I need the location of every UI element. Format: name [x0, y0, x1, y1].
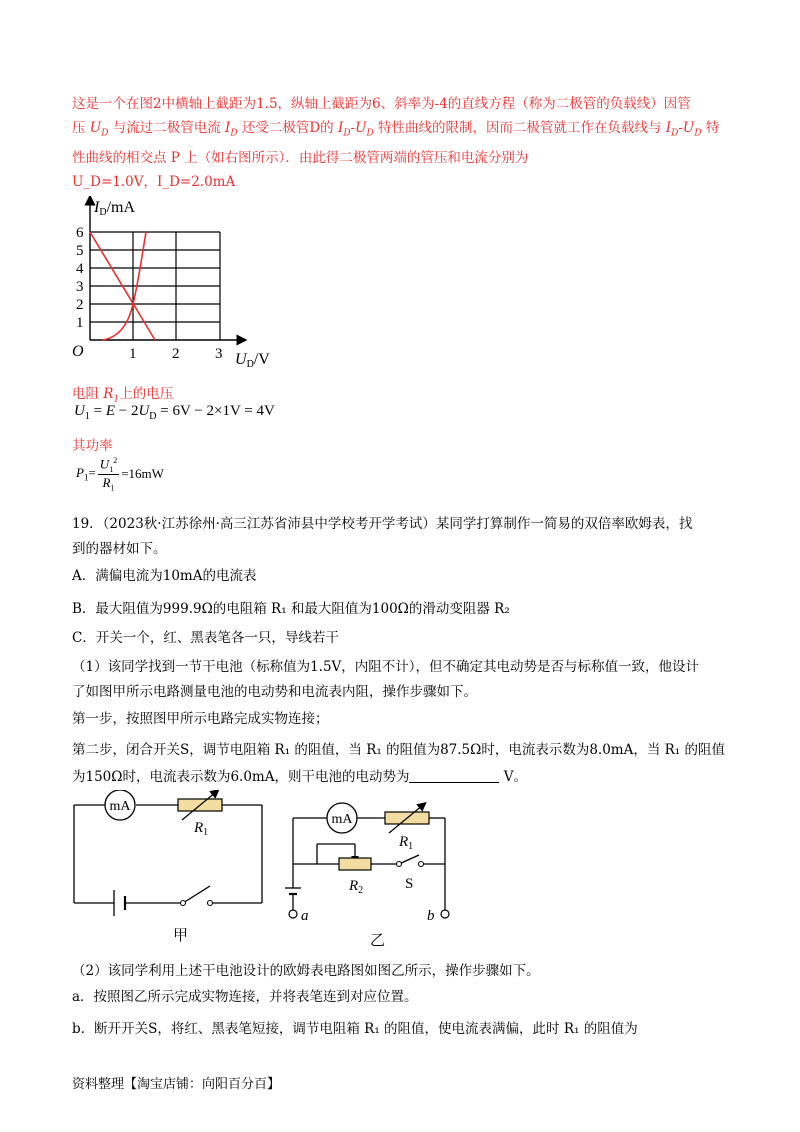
power-label: 其功率 — [72, 438, 113, 454]
part-1-line-1: （1）该同学找到一节干电池（标称值为1.5V，内阻不计），但不确定其电动势是否与标称值一致，他设计 — [72, 659, 700, 675]
y-tick: 5 — [76, 243, 84, 259]
answer-result: U_D=1.0V，I_D=2.0mA — [72, 173, 236, 190]
question-intro: 19．（2023秋·江苏徐州·高三江苏省沛县中学校考开学考试）某同学打算制作一简易的双倍率欧姆表，找 — [72, 516, 693, 532]
answer-line-2: 压 $U_D$ 与流过二极管电流 $I_D$ 还受二极管D的 $I_D-U_D$ 特性曲线的限制，因而二极管就工作在负载线与 $I_D-U_D$ 特 — [72, 120, 720, 139]
option-a: A．满偏电流为10mA的电流表 — [72, 568, 257, 584]
step-b: b．断开开关S，将红、黑表笔短接，调节电阻箱 R₁ 的阻值，使电流表满偏，此时 R₁ 的阻值为 — [72, 1021, 638, 1037]
circuit-jia — [70, 790, 270, 946]
answer-blank[interactable] — [409, 768, 499, 783]
x-axis-label: UD/V — [235, 351, 270, 370]
svg-text:mA: mA — [109, 799, 131, 814]
y-tick: 2 — [76, 297, 84, 313]
r1-label-yi: $R_1$ — [399, 834, 414, 852]
terminal-b-label: b — [427, 908, 435, 924]
y-axis-label: ID/mA — [94, 199, 136, 218]
option-c: C．开关一个，红、黑表笔各一只，导线若干 — [72, 630, 339, 646]
svg-text:mA: mA — [331, 812, 353, 827]
footer: 资料整理【淘宝店铺：向阳百分百】 — [72, 1077, 281, 1092]
origin-label: O — [72, 343, 84, 360]
terminal-a — [289, 910, 297, 918]
equation-voltage: $U_1 = E - 2U_D = 6V - 2\times 1V = 4V$ — [74, 403, 275, 422]
question-intro-2: 到的器材如下。 — [72, 541, 167, 557]
x-tick: 3 — [215, 346, 223, 362]
question-19 — [72, 512, 738, 790]
resistor-voltage-label: 电阻 $R_1$上的电压 — [72, 386, 174, 405]
answer-line-1: 这是一个在图2中横轴上截距为1.5，纵轴上截距为6、斜率为-4的直线方程（称为二极管的负载线）因管 — [72, 96, 691, 112]
y-tick: 1 — [76, 315, 84, 331]
terminal-b — [441, 910, 449, 918]
step-2-line-2: 为150Ω时，电流表示数为6.0mA，则干电池的电动势为 V。 — [72, 769, 528, 785]
circuit-yi — [285, 800, 475, 950]
step-2-line-1: 第二步，闭合开关S，调节电阻箱 R₁ 的阻值，当 R₁ 的阻值为87.5Ω时，电流表示数为8.0mA，当 R₁ 的阻值 — [72, 742, 725, 758]
answer-paragraph — [72, 92, 738, 194]
iu-graph — [70, 196, 290, 374]
y-tick: 3 — [76, 279, 84, 295]
x-tick-labels — [129, 346, 223, 362]
step-a: a．按照图乙所示完成实物连接，并将表笔连到对应位置。 — [72, 989, 418, 1005]
r2-label-yi: $R_2$ — [349, 878, 364, 896]
caption-yi: 乙 — [370, 933, 386, 949]
graph-grid — [90, 232, 220, 340]
r1-label-jia: $R_1$ — [194, 820, 209, 838]
equation-power: $P_1=$ $\frac{U_1^2}{R_1}$ =16mW — [76, 456, 164, 493]
x-tick: 1 — [129, 346, 137, 362]
switch-label-yi: S — [405, 876, 414, 892]
caption-jia: 甲 — [173, 928, 189, 944]
answer-line-3: 性曲线的相交点 P 上（如右图所示）．由此得二极管两端的管压和电流分别为 — [72, 149, 529, 166]
x-tick: 2 — [172, 346, 180, 362]
y-tick: 6 — [76, 225, 84, 241]
part-2-intro: （2）该同学利用上述干电池设计的欧姆表电路图如图乙所示，操作步骤如下。 — [72, 963, 540, 979]
step-1: 第一步，按照图甲所示电路完成实物连接； — [72, 711, 329, 727]
rheostat-yi — [339, 858, 371, 870]
part-1-line-2: 了如图甲所示电路测量电池的电动势和电流表内阻，操作步骤如下。 — [72, 684, 477, 700]
y-tick: 4 — [76, 261, 84, 277]
part-2 — [72, 958, 738, 1042]
terminal-a-label: a — [301, 908, 309, 924]
option-b: B．最大阻值为999.9Ω的电阻箱 R₁ 和最大阻值为100Ω的滑动变阻器 R₂ — [72, 601, 510, 617]
y-tick-labels — [76, 225, 84, 331]
